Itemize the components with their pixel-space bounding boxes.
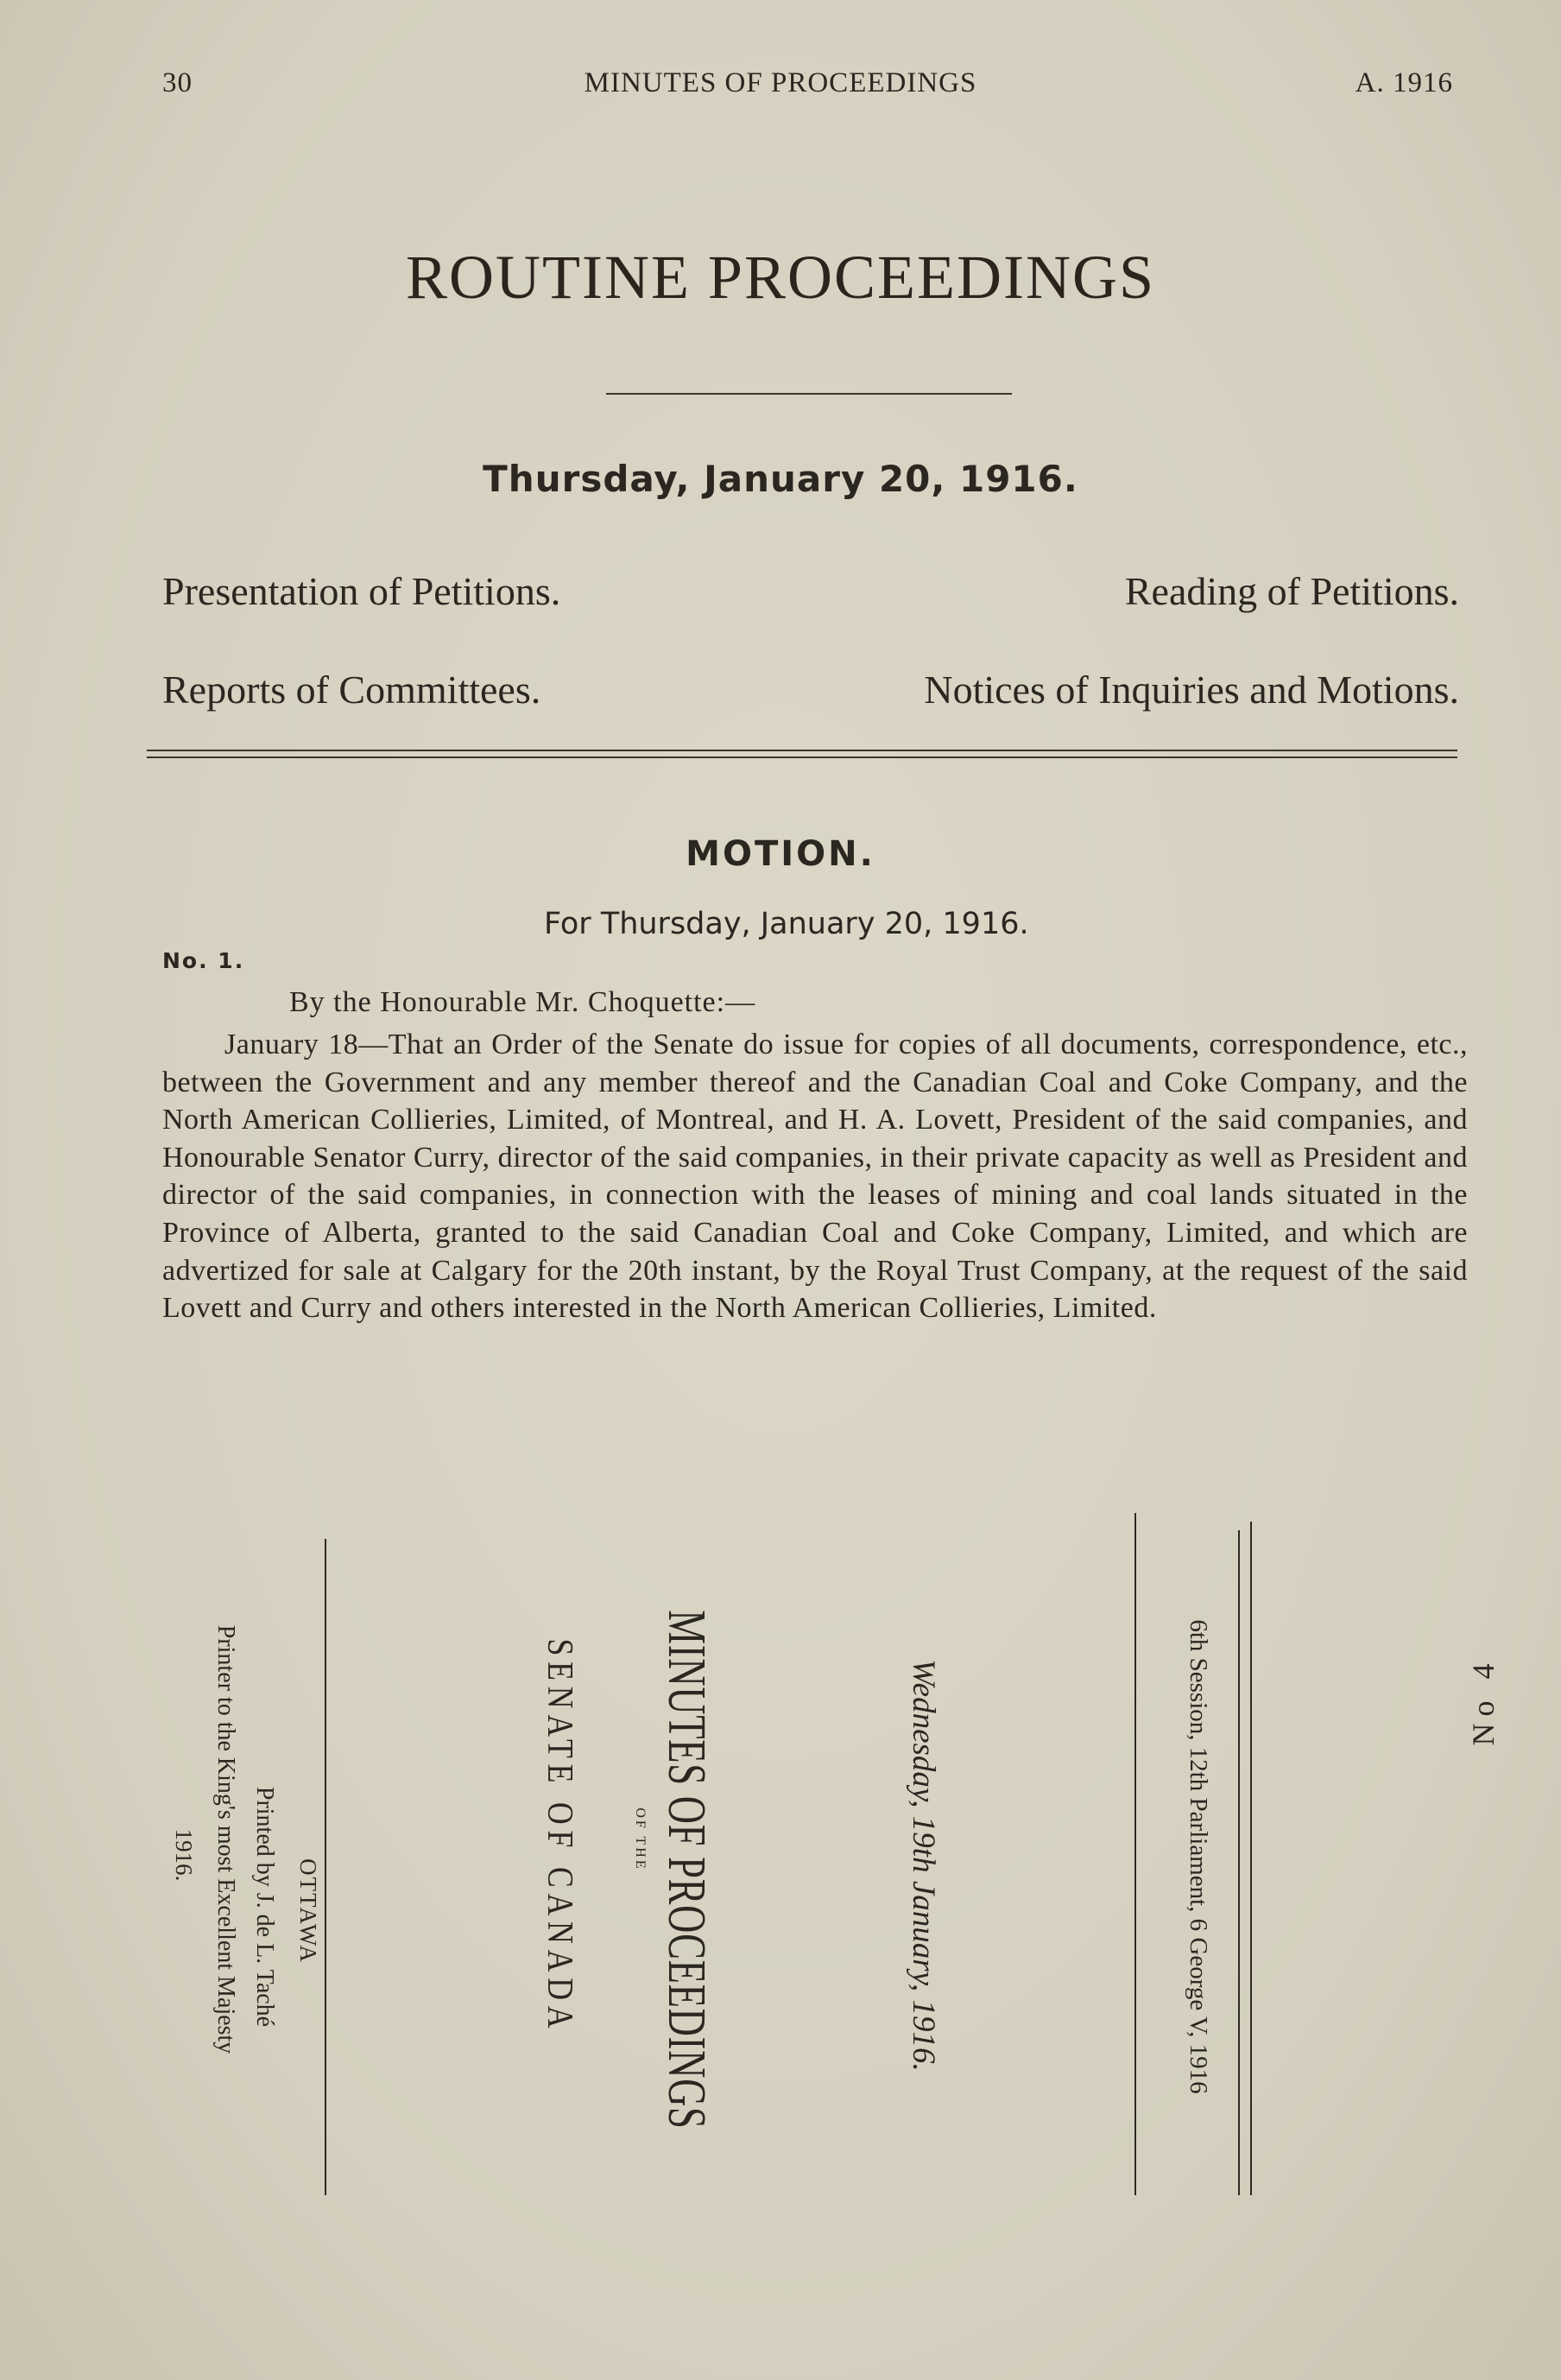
endorsement-printed-by: Printed by J. de L. Taché (251, 1786, 278, 2028)
endorsement-title: MINUTES OF PROCEEDINGS (657, 1610, 716, 2130)
endorsement-rule (325, 1539, 326, 2195)
section-title: ROUTINE PROCEEDINGS (405, 243, 1155, 312)
endorsement-body: SENATE OF CANADA (540, 1638, 579, 2035)
motion-heading: MOTION. (686, 834, 875, 874)
routine-item: Reports of Committees. (162, 668, 541, 712)
motion-number: No. 1. (162, 948, 245, 973)
endorsement-printer-to: Printer to the King's most Excellent Majesty (212, 1624, 239, 2054)
double-divider (147, 750, 1457, 758)
routine-item: Notices of Inquiries and Motions. (924, 668, 1459, 712)
endorsement-body-wrap (538, 1606, 581, 2038)
divider (606, 393, 1012, 395)
routine-item: Reading of Petitions. (1124, 569, 1459, 613)
motion-for-date: For Thursday, January 20, 1916. (544, 907, 1029, 941)
running-year: A. 1916 (1355, 67, 1453, 98)
endorsement-session: 6th Session, 12th Parliament, 6 George V, 1916 (1185, 1619, 1212, 2094)
proceedings-date: Thursday, January 20, 1916. (483, 458, 1078, 500)
motion-mover: By the Honourable Mr. Choquette:— (289, 986, 756, 1018)
endorsement-rule (1134, 1513, 1136, 2195)
running-title: MINUTES OF PROCEEDINGS (584, 67, 977, 98)
endorsement-date: Wednesday, 19th January, 1916. (906, 1659, 941, 2072)
endorsement-of-the: OF THE (633, 1807, 648, 1871)
routine-item: Presentation of Petitions. (162, 569, 561, 613)
endorsement-number: No 4 (1466, 1656, 1501, 1746)
endorsement-rule (1238, 1530, 1240, 2195)
endorsement-title-wrap (656, 1518, 717, 2174)
endorsement-city: OTTAWA (295, 1858, 321, 1964)
endorsement-print-year: 1916. (171, 1828, 197, 1882)
page-number: 30 (162, 67, 193, 98)
endorsement-rule (1250, 1522, 1252, 2195)
motion-text: January 18—That an Order of the Senate do issue for copies of all documents, correspondence, etc., between the Government and any member thereof and the Canadian Coal and Coke Company, and the North American Collieries, Limited, of Montreal, and H. A. Lovett, President of the said companies, and Honourable Senator Curry, director of the said companies, in their private capacity as well as President and director of the said companies, in connection with the leases of mining and coal lands situated in the Province of Alberta, granted to the said Canadian Coal and Coke Company, Limited, and which are advertized for sale at Calgary for the 20th instant, by the Royal Trust Company, at the request of the said Lovett and Curry and others interested in the North American Collieries, Limited. (162, 1029, 1468, 1325)
